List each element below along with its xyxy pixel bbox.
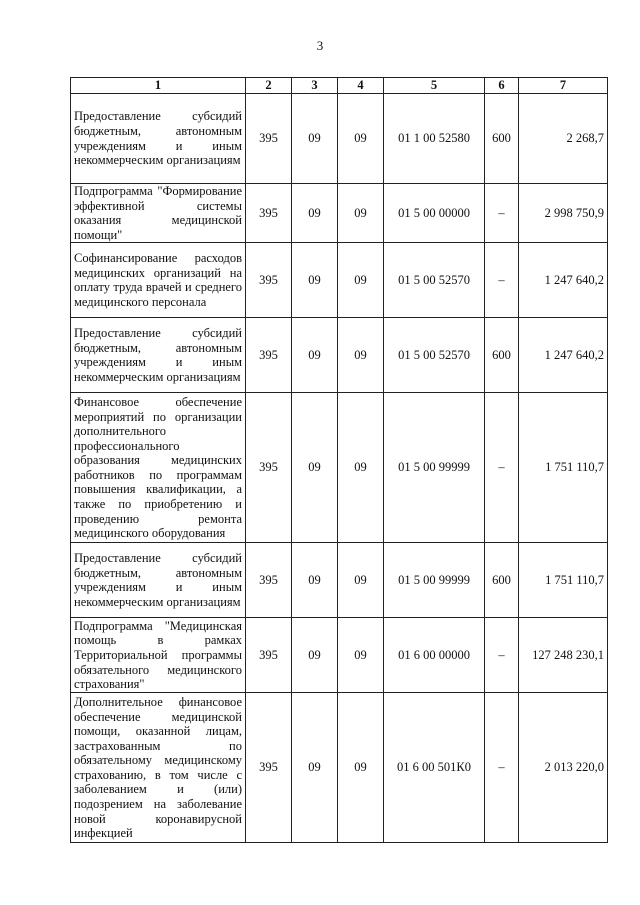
cell-ministry-code: 395 <box>246 543 292 618</box>
column-header: 2 <box>246 78 292 94</box>
table-row <box>71 318 608 393</box>
cell-section: 09 <box>292 94 338 184</box>
cell-target-article: 01 5 00 99999 <box>384 543 485 618</box>
row-description: Предоставление субсидий бюджетным, автономным учреждениям и иным некоммерческим организациям <box>71 543 246 618</box>
page-number: 3 <box>316 38 324 53</box>
cell-target-article: 01 5 00 52570 <box>384 318 485 393</box>
column-header: 3 <box>292 78 338 94</box>
cell-ministry-code: 395 <box>246 393 292 543</box>
column-header: 7 <box>519 78 608 94</box>
column-header: 4 <box>338 78 384 94</box>
cell-target-article: 01 5 00 00000 <box>384 184 485 243</box>
cell-amount: 1 751 110,7 <box>519 543 608 618</box>
cell-subsection: 09 <box>338 318 384 393</box>
cell-target-article: 01 1 00 52580 <box>384 94 485 184</box>
budget-table <box>70 77 608 843</box>
cell-section: 09 <box>292 393 338 543</box>
cell-section: 09 <box>292 618 338 693</box>
row-description: Финансовое обеспечение мероприятий по организации дополнительного профессионального образования медицинских работников по программам повышения квалификации, а также по приобретению и проведению ремонта медицинского оборудования <box>71 393 246 543</box>
cell-ministry-code: 395 <box>246 318 292 393</box>
cell-expense-type: 600 <box>485 94 519 184</box>
cell-subsection: 09 <box>338 543 384 618</box>
column-header: 5 <box>384 78 485 94</box>
cell-subsection: 09 <box>338 243 384 318</box>
row-description: Предоставление субсидий бюджетным, автономным учреждениям и иным некоммерческим организациям <box>71 94 246 184</box>
cell-ministry-code: 395 <box>246 693 292 843</box>
row-description: Подпрограмма "Формирование эффективной системы оказания медицинской помощи" <box>71 184 246 243</box>
cell-section: 09 <box>292 543 338 618</box>
cell-expense-type: – <box>485 184 519 243</box>
cell-subsection: 09 <box>338 393 384 543</box>
cell-section: 09 <box>292 318 338 393</box>
row-description: Дополнительное финансовое обеспечение медицинской помощи, оказанной лицам, застрахованным по обязательному медицинскому страхованию, в том числе с заболеванием и (или) подозрением на заболевание новой коронавирусной инфекцией <box>71 693 246 843</box>
cell-amount: 1 247 640,2 <box>519 243 608 318</box>
cell-ministry-code: 395 <box>246 618 292 693</box>
cell-expense-type: – <box>485 693 519 843</box>
cell-amount: 127 248 230,1 <box>519 618 608 693</box>
cell-ministry-code: 395 <box>246 94 292 184</box>
table-row <box>71 618 608 693</box>
table-row <box>71 94 608 184</box>
cell-amount: 1 247 640,2 <box>519 318 608 393</box>
table-header-row <box>71 78 608 94</box>
column-header: 1 <box>71 78 246 94</box>
cell-ministry-code: 395 <box>246 243 292 318</box>
cell-expense-type: – <box>485 393 519 543</box>
table-row <box>71 243 608 318</box>
cell-expense-type: – <box>485 618 519 693</box>
cell-amount: 1 751 110,7 <box>519 393 608 543</box>
cell-subsection: 09 <box>338 94 384 184</box>
cell-section: 09 <box>292 693 338 843</box>
row-description: Софинансирование расходов медицинских организаций на оплату труда врачей и среднего медицинского персонала <box>71 243 246 318</box>
table-row <box>71 693 608 843</box>
cell-amount: 2 268,7 <box>519 94 608 184</box>
cell-target-article: 01 5 00 52570 <box>384 243 485 318</box>
cell-section: 09 <box>292 184 338 243</box>
cell-expense-type: 600 <box>485 543 519 618</box>
table-row <box>71 393 608 543</box>
row-description: Предоставление субсидий бюджетным, автономным учреждениям и иным некоммерческим организациям <box>71 318 246 393</box>
cell-amount: 2 013 220,0 <box>519 693 608 843</box>
table-row <box>71 543 608 618</box>
cell-amount: 2 998 750,9 <box>519 184 608 243</box>
cell-expense-type: 600 <box>485 318 519 393</box>
column-header: 6 <box>485 78 519 94</box>
table-row <box>71 184 608 243</box>
cell-target-article: 01 6 00 501К0 <box>384 693 485 843</box>
cell-target-article: 01 5 00 99999 <box>384 393 485 543</box>
cell-target-article: 01 6 00 00000 <box>384 618 485 693</box>
cell-subsection: 09 <box>338 693 384 843</box>
cell-ministry-code: 395 <box>246 184 292 243</box>
cell-subsection: 09 <box>338 618 384 693</box>
cell-expense-type: – <box>485 243 519 318</box>
cell-section: 09 <box>292 243 338 318</box>
row-description: Подпрограмма "Медицинская помощь в рамках Территориальной программы обязательного медицинского страхования" <box>71 618 246 693</box>
cell-subsection: 09 <box>338 184 384 243</box>
